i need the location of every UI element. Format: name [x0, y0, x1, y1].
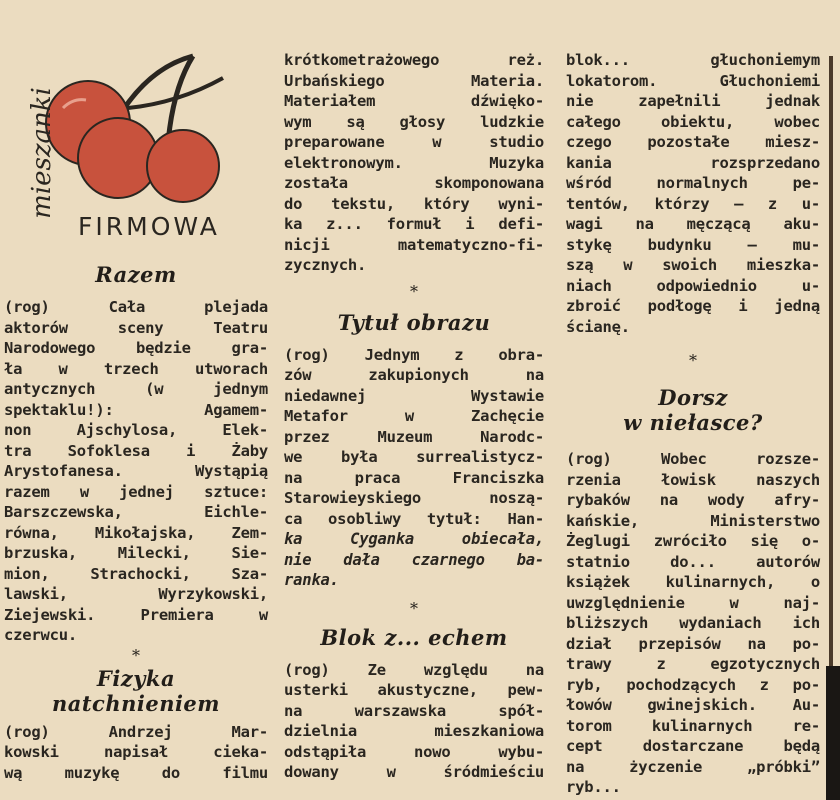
text-line: do tekstu, który wyni- — [284, 194, 544, 213]
text-line: Arystofanesa. Wystąpią — [4, 462, 268, 480]
text-line: całego obiektu, wobec — [566, 112, 820, 131]
text-line: dowany w śródmieściu — [284, 763, 544, 781]
text-line: nicji matematyczno-fi- — [284, 235, 544, 254]
text-line: została skomponowana — [284, 174, 544, 192]
text-line: tentów, którzy — z u- — [566, 194, 820, 213]
text-line: Metafor w Zachęcie — [284, 407, 544, 425]
column-3 — [562, 0, 824, 798]
article-body — [0, 722, 272, 784]
logo-side-word: mieszanki — [26, 87, 57, 219]
headline-line: w niełasce? — [623, 410, 763, 435]
text-line: ranka. — [284, 571, 339, 589]
text-line: równa, Mikołajska, Zem- — [4, 523, 268, 542]
text-line: Żeglugi zwróciło się o- — [566, 532, 820, 550]
page-edge-mark — [826, 666, 840, 800]
text-line: kańskie, Ministerstwo — [566, 511, 820, 530]
text-line: wagi na męczącą aku- — [566, 215, 820, 233]
text-line: na warszawska spół- — [284, 701, 544, 720]
text-line: stykę budynku — mu- — [566, 235, 820, 254]
text-line: (rog) Jednym z obra- — [284, 345, 544, 364]
article-body — [562, 50, 824, 337]
separator-star: * — [410, 598, 418, 618]
text-line: kania rozsprzedano — [566, 153, 820, 172]
text-line: zów zakupionych na — [284, 366, 544, 384]
text-line: zycznych. — [284, 256, 367, 274]
text-line: czerwcu. — [4, 626, 78, 644]
text-line: (rog) Ze względu na — [284, 660, 544, 679]
article-razem — [0, 262, 272, 783]
text-line: elektronowym. Muzyka — [284, 153, 544, 172]
text-line: na życzenie „próbki” — [566, 757, 820, 776]
text-line: Starowieyskiego noszą- — [284, 489, 544, 507]
text-line: bliższych wydaniach ich — [566, 614, 820, 632]
text-line: dział przepisów na po- — [566, 634, 820, 653]
text-line: ła w trzech utworach — [4, 359, 268, 378]
separator-star: * — [410, 281, 418, 301]
text-line: ca osobliwy tytuł: Han- — [284, 509, 544, 528]
text-line: lokatorom. Głuchoniemi — [566, 71, 820, 90]
text-line: przez Muzeum Narodc- — [284, 427, 544, 446]
text-line: blok... głuchoniemym — [566, 51, 820, 69]
text-line: mion, Strachocki, Sza- — [4, 564, 268, 583]
separator-star: * — [689, 351, 697, 370]
text-line: antycznych (w jednym — [4, 380, 268, 398]
text-line: ścianę. — [566, 317, 630, 336]
text-line: krótkometrażowego reż. — [284, 51, 544, 69]
article-body — [280, 50, 548, 276]
text-line: ka z... formuł i defi- — [284, 215, 544, 233]
headline-line: Dorsz — [658, 385, 728, 410]
headline-blok: Blok z... echem — [320, 624, 508, 650]
text-line: cept dostarczane będą — [566, 737, 820, 755]
text-line: Barszczewska, Eichle- — [4, 503, 268, 521]
text-line: wśród normalnych pe- — [566, 174, 820, 192]
text-line: Urbańskiego Materia. — [284, 71, 544, 90]
article-body — [562, 449, 824, 798]
headline-dorsz — [562, 385, 824, 435]
text-line: odstąpiła nowo wybu- — [284, 742, 544, 761]
article-body — [280, 660, 548, 783]
cherry-logo — [18, 48, 250, 258]
text-line: ka Cyganka obiecała, — [284, 530, 544, 548]
text-line: we była surrealistycz- — [284, 448, 544, 466]
text-line: Narodowego będzie gra- — [4, 339, 268, 357]
text-line: czego pozostałe miesz- — [566, 133, 820, 151]
text-line: torom kulinarnych re- — [566, 716, 820, 735]
text-line: wą muzykę do filmu — [4, 763, 268, 782]
text-line: zbroić podłogę i jedną — [566, 297, 820, 315]
text-line: dzielnia mieszkaniowa — [284, 722, 544, 740]
text-line: usterki akustyczne, pew- — [284, 681, 544, 699]
headline-tytul: Tytuł obrazu — [337, 309, 491, 335]
text-line: (rog) Andrzej Mar- — [4, 722, 268, 741]
text-line: spektaklu!): Agamem- — [4, 400, 268, 419]
text-line: ryb... — [566, 778, 621, 796]
text-line: wym są głosy ludzkie — [284, 112, 544, 131]
text-line: kowski napisał cieka- — [4, 743, 268, 761]
logo-word: FIRMOWA — [78, 212, 220, 241]
text-line: razem w jednej sztuce: — [4, 482, 268, 501]
text-line: (rog) Cała plejada — [4, 298, 268, 316]
text-line: łowów gwinejskich. Au- — [566, 696, 820, 714]
text-line: Ziejewski. Premiera w — [4, 605, 268, 624]
text-line: preparowane w studio — [284, 133, 544, 151]
headline-fizyka — [0, 666, 272, 716]
text-line: uwzględnienie w naj- — [566, 593, 820, 612]
text-line: statnio do... autorów — [566, 552, 820, 571]
text-line: szą w swoich mieszka- — [566, 256, 820, 274]
separator-star: * — [132, 645, 140, 665]
text-line: brzuska, Milecki, Sie- — [4, 544, 268, 562]
headline-razem: Razem — [95, 262, 177, 287]
text-line: na praca Franciszka — [284, 468, 544, 487]
text-line: niach odpowiednio u- — [566, 276, 820, 295]
text-line: tra Sofoklesa i Żaby — [4, 441, 268, 460]
text-line: rybaków na wody afry- — [566, 491, 820, 509]
headline-line: Fizyka — [96, 665, 176, 691]
text-line: non Ajschylosa, Elek- — [4, 421, 268, 439]
text-line: nie dała czarnego ba- — [284, 550, 544, 569]
text-line: (rog) Wobec rozsze- — [566, 450, 820, 468]
text-line: nie zapełnili jednak — [566, 92, 820, 110]
column-2 — [280, 0, 548, 783]
text-line: książek kulinarnych, o — [566, 573, 820, 591]
headline-line: natchnieniem — [51, 690, 221, 716]
text-line: Materiałem dźwięko- — [284, 92, 544, 110]
article-body — [280, 345, 548, 591]
text-line: lawski, Wyrzykowski, — [4, 585, 268, 603]
text-line: ryb, pochodzących z po- — [566, 675, 820, 694]
text-line: trawy z egzotycznych — [566, 655, 820, 673]
article-body — [0, 297, 272, 646]
text-line: rzenia łowisk naszych — [566, 470, 820, 489]
text-line: aktorów sceny Teatru — [4, 318, 268, 337]
text-line: niedawnej Wystawie — [284, 386, 544, 405]
